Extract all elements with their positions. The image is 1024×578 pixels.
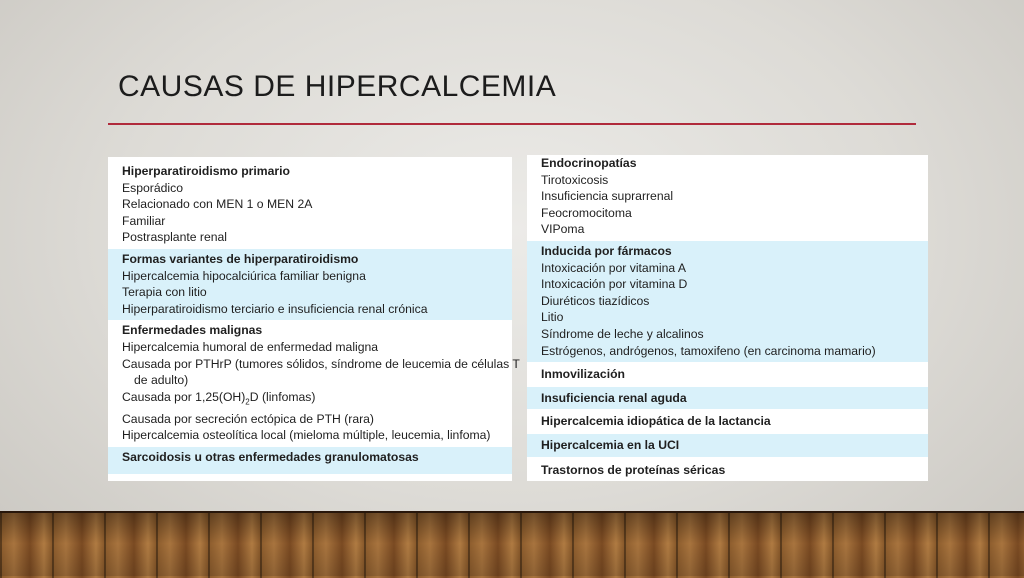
group-inmovilizacion <box>527 362 928 387</box>
list-item-continuation: de adulto) <box>134 373 189 388</box>
group-header: Endocrinopatías <box>541 156 637 170</box>
list-item: Intoxicación por vitamina D <box>541 277 688 292</box>
group-header: Sarcoidosis u otras enfermedades granulomatosas <box>122 449 419 464</box>
list-item: Causada por secreción ectópica de PTH (rara) <box>122 411 374 426</box>
list-item: Litio <box>541 310 564 325</box>
group-hiperparatiroidismo-primario <box>108 157 512 249</box>
title-underline <box>108 123 916 125</box>
list-item: Síndrome de leche y alcalinos <box>541 326 704 341</box>
group-insuficiencia-renal-aguda <box>527 387 928 410</box>
list-item: Feocromocitoma <box>541 205 632 220</box>
list-item: Intoxicación por vitamina A <box>541 260 686 275</box>
list-item: Esporádico <box>122 180 183 195</box>
group-hipercalcemia-uci <box>527 434 928 457</box>
group-header: Hipercalcemia idiopática de la lactancia <box>541 414 771 429</box>
list-item: Insuficiencia suprarrenal <box>541 189 674 204</box>
list-item: Terapia con litio <box>122 285 207 300</box>
group-header: Inducida por fármacos <box>541 243 672 258</box>
left-causes-table <box>108 157 520 481</box>
list-item: Diuréticos tiazídicos <box>541 293 650 308</box>
group-header: Inmovilización <box>541 367 625 382</box>
right-causes-table <box>527 155 928 481</box>
group-trastornos-proteinas <box>527 457 928 482</box>
group-header: Enfermedades malignas <box>122 323 263 338</box>
list-item: Relacionado con MEN 1 o MEN 2A <box>122 197 313 212</box>
group-header: Trastornos de proteínas séricas <box>541 462 726 477</box>
group-enfermedades-malignas <box>108 320 520 447</box>
list-item: Causada por PTHrP (tumores sólidos, síndrome de leucemia de células T <box>122 356 520 371</box>
list-item: Hiperparatiroidismo terciario e insuficiencia renal crónica <box>122 301 428 316</box>
group-sarcoidosis <box>108 447 512 474</box>
list-item: VIPoma <box>541 222 585 237</box>
group-inducida-farmacos <box>527 241 928 362</box>
group-header: Hiperparatiroidismo primario <box>122 164 290 178</box>
wood-floor-shade <box>0 511 1024 576</box>
list-item: Estrógenos, andrógenos, tamoxifeno (en carcinoma mamario) <box>541 343 876 358</box>
group-formas-variantes <box>108 249 512 320</box>
group-header: Insuficiencia renal aguda <box>541 390 687 405</box>
list-item: Familiar <box>122 213 166 228</box>
list-item-part: D (linfomas) <box>249 389 316 404</box>
subscript: 2 <box>245 397 250 407</box>
group-header: Formas variantes de hiperparatiroidismo <box>122 251 359 266</box>
list-item: Tirotoxicosis <box>541 172 609 187</box>
group-hipercalcemia-lactancia <box>527 409 928 434</box>
slide-title: CAUSAS DE HIPERCALCEMIA <box>118 70 557 103</box>
list-item: Hipercalcemia hipocalciúrica familiar benigna <box>122 268 366 283</box>
list-item: Postrasplante renal <box>122 230 228 245</box>
list-item-part: Causada por 1,25(OH) <box>122 389 246 404</box>
list-item <box>108 389 512 411</box>
group-header: Hipercalcemia en la UCI <box>541 437 680 452</box>
list-item: Hipercalcemia osteolítica local (mieloma múltiple, leucemia, linfoma) <box>122 428 491 443</box>
group-endocrinopatias <box>527 155 928 241</box>
list-item: Hipercalcemia humoral de enfermedad maligna <box>122 339 379 354</box>
